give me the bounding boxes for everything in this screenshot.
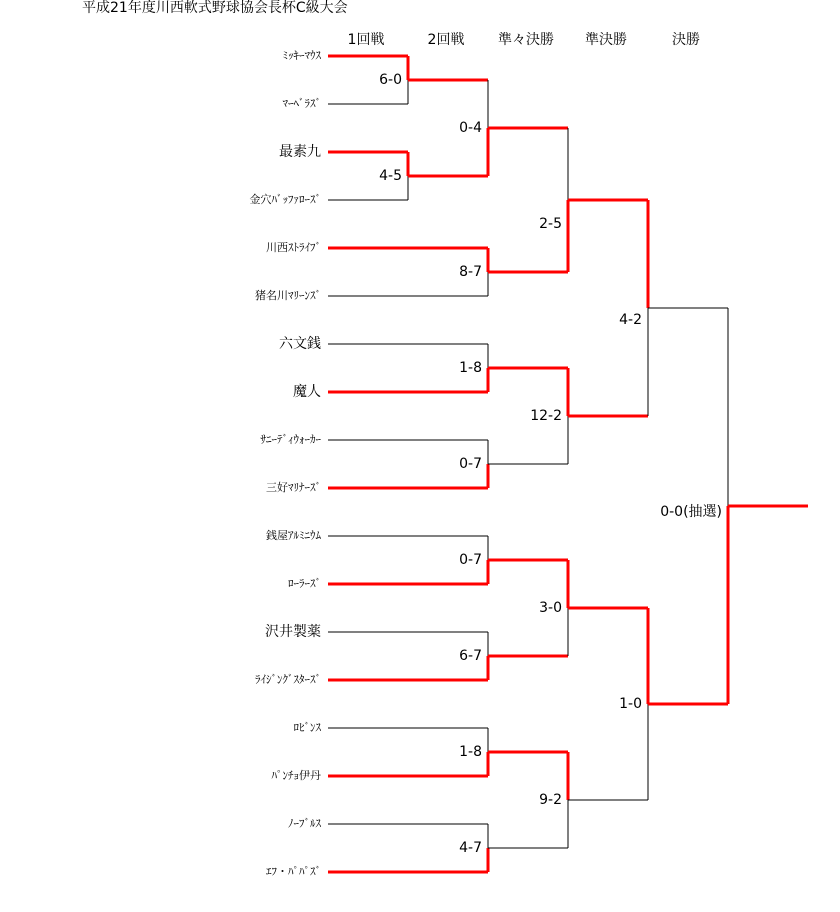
team-name: ﾐｯｷｰﾏｳｽ <box>282 49 321 62</box>
team-name: ﾛﾋﾞﾝｽ <box>293 721 321 734</box>
match-score: 12-2 <box>530 408 562 424</box>
match-score: 1-0 <box>619 696 642 712</box>
team-name: 六文銭 <box>279 336 321 352</box>
team-name: 猪名川ﾏﾘｰﾝｽﾞ <box>255 289 321 302</box>
match-score: 4-2 <box>619 312 642 328</box>
match-score: 4-5 <box>379 168 402 184</box>
match-score: 0-0(抽選) <box>660 504 722 520</box>
round-header-final: 決勝 <box>672 32 700 48</box>
team-name: ﾊﾟﾝﾁｮ伊丹 <box>271 769 321 782</box>
team-name: ｴﾌ・ﾊﾟﾊﾟｽﾞ <box>266 865 321 878</box>
match-score: 2-5 <box>539 216 562 232</box>
round-header-quarterfinal: 準々決勝 <box>498 32 554 48</box>
match-score: 8-7 <box>459 264 482 280</box>
match-score: 1-8 <box>459 744 482 760</box>
team-name: 金穴ﾊﾞｯﾌｧﾛｰｽﾞ <box>249 193 321 206</box>
round-header-2: 2回戦 <box>427 32 465 48</box>
team-name: 三好ﾏﾘﾅｰｽﾞ <box>266 481 321 494</box>
match-score: 1-8 <box>459 360 482 376</box>
match-score: 0-7 <box>459 552 482 568</box>
match-score: 9-2 <box>539 792 562 808</box>
match-score: 6-7 <box>459 648 482 664</box>
team-name: ﾉｰﾌﾞﾙｽ <box>288 817 321 830</box>
round-header-1: 1回戦 <box>347 32 385 48</box>
match-score: 0-7 <box>459 456 482 472</box>
team-name: ｻﾆｰﾃﾞｨｳｫｰｶｰ <box>260 433 321 446</box>
match-score: 6-0 <box>379 72 402 88</box>
page-title: 平成21年度川西軟式野球協会長杯C級大会 <box>82 0 348 16</box>
team-name: ﾏｰﾍﾞﾗｽﾞ <box>282 97 321 110</box>
match-score: 3-0 <box>539 600 562 616</box>
team-name: 川西ｽﾄﾗｲﾌﾞ <box>266 241 321 254</box>
team-name: 沢井製薬 <box>265 624 321 640</box>
team-name: ﾛｰﾗｰｽﾞ <box>288 577 321 590</box>
round-header-semifinal: 準決勝 <box>585 32 627 48</box>
match-score: 4-7 <box>459 840 482 856</box>
match-score: 0-4 <box>459 120 482 136</box>
team-name: ﾗｲｼﾞﾝｸﾞｽﾀｰｽﾞ <box>255 673 321 686</box>
team-name: 銭屋ｱﾙﾐﾆｳﾑ <box>266 529 321 542</box>
team-name: 魔人 <box>293 384 321 400</box>
team-name: 最素九 <box>279 144 321 160</box>
